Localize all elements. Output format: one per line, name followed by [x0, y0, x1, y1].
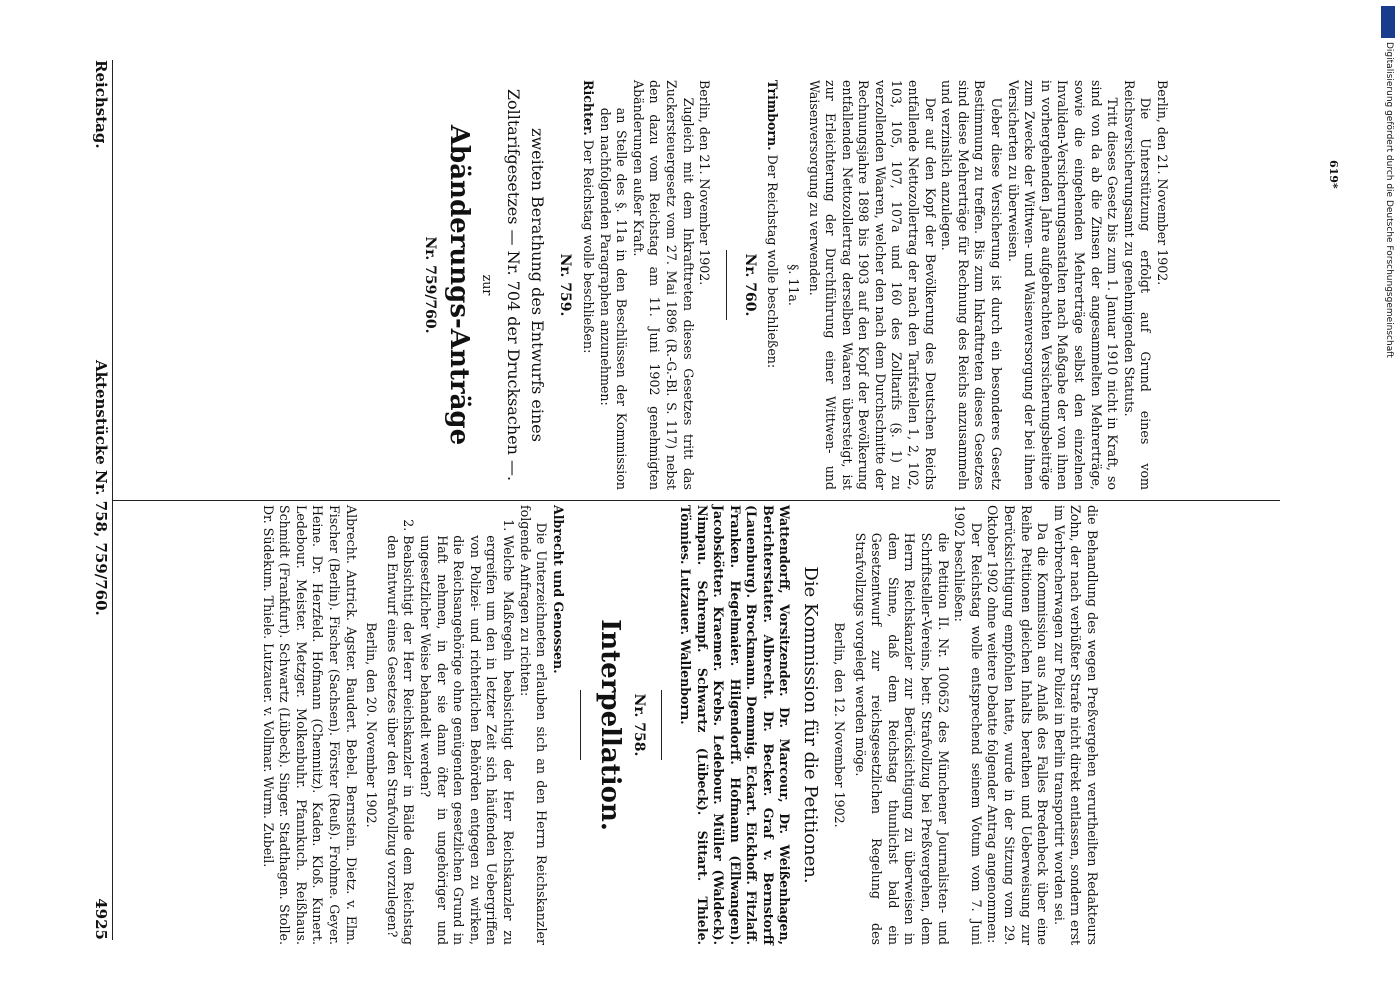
header-left: Reichstag.	[92, 60, 110, 149]
commission-members: Wattendorff, Vorsitzender. Dr. Marcour, Dr. Weißenhagen, Berichterstatter. Albrecht. Dr. Becker. Graf v. Bernstorff (Lauenburg). Brockmann. Demmig. Eckart. Eickhoff. Fitzlaff. Franken. Hegelmaier. Hilgendorff. Hofmann (Ellwangen). Jacobskötter. Kraemer. Krebs. Ledebour. Müller (Waldeck). Nimpau. Schrempf. Schwartz (Lübeck). Sittart. Thiele. Tönnies. Lutzauer. Wallenborn.	[677, 505, 793, 945]
left-column	[115, 505, 1100, 945]
date-760: Berlin, den 21. November 1902.	[1155, 80, 1170, 286]
trimborn-p2: Ueber diese Versicherung ist durch ein besonderes Gesetz Bestimmung zu treffen. Bis zum Inkrafttreten dieses Gesetzes sind diese Mehrerträge für Rechnung des Reichs anzusammeln und verzinslich anzulegen.	[939, 80, 1005, 490]
column-divider	[112, 500, 1280, 501]
interpellation-intro: Albrecht und Genossen.	[550, 505, 566, 674]
trimborn-p3: Tritt dieses Gesetz bis zum 1. Januar 1910 nicht in Kraft, so sind von da ab die Zinsen der angesammelten Mehrerträge, sowie die eingehenden Mehrerträge selbst den einzelnen Invaliden-Versicherungsanstalten nach Maßgabe der von ihnen in vorhergehenden Jahre aufgebrachten Versicherungsbeiträge zum Zwecke der Wittwen- und Waisenversorgung der bei ihnen Versicherten zu überweisen.	[1005, 80, 1121, 490]
richter-name: Richter.	[581, 80, 596, 136]
header-center: Aktenstücke Nr. 758, 759/760.	[92, 360, 110, 616]
left-p1: die Behandlung des wegen Preßvergehen verurtheilten Redakteurs Zohn, der nach verbüßter Strafe nicht direkt entlassen, sondern erst im Verbrecherwagen zur Polizei in Berlin transportirt worden sei.	[1051, 505, 1100, 946]
date-759: Berlin, den 21. November 1902.	[697, 80, 713, 286]
commission-heading: Die Kommission für die Petitionen.	[800, 566, 822, 884]
nr-758: Nr. 758.	[631, 693, 648, 757]
right-column	[110, 80, 1170, 490]
section-rule-2	[580, 690, 581, 760]
nr-759: Nr. 759.	[557, 253, 574, 317]
zur-label: zur	[479, 274, 495, 296]
dfg-logo-text: DFG	[1369, 17, 1379, 37]
interpellation-intro2: Die Unterzeichneten erlauben sich an den Herrn Reichskanzler folgende Anfragen zu richten:	[517, 505, 550, 945]
section-rule	[661, 690, 662, 760]
richter-text: Der Reichstag wolle beschließen:	[581, 139, 596, 354]
page-number: 4925	[92, 898, 110, 940]
main-heading: Abänderungs-Anträge	[444, 124, 475, 446]
running-header	[88, 60, 110, 940]
trimborn-p1: Der auf den Kopf der Bevölkerung des Deutschen Reichs entfallende Nettozollertrag der nach den Tarifstellen 1, 2, 102, 103, 105, 107, 107a und 160 des Zolltarifs (§. 1) zu verzollenden Waaren, welcher den nach dem Durchschnitte der Rechnungsjahre 1898 bis 1903 auf den Kopf der Bevölkerung entfallenden Nettozollertrag derselben Waaren übersteigt, ist zur Erleichterung der Durchführung einer Wittwen- und Waisenversorgung zu verwenden.	[806, 80, 938, 490]
trimborn-text: Der Reichstag wolle beschließen:	[765, 154, 781, 369]
richter-p1: an Stelle des §. 11a in den Beschlüssen der Kommission den nachfolgenden Paragraphen anzunehmen:	[597, 107, 630, 490]
trimborn-name: Trimborn.	[765, 80, 781, 151]
trimborn-p4: Die Unterstützung erfolgt auf Grund eines vom Reichsversicherungsamt zu genehmigenden Statuts.	[1121, 80, 1154, 490]
left-p4: die Petition II. Nr. 100652 des Münchener Journalisten- und Schriftsteller-Vereins, betr. Strafvollzug bei Preßvergehen, dem Herrn Reichskanzler zur Berücksichtigung zu überweisen in dem Sinne, daß dem Reichstag thunlichst bald ein Gesetzentwurf zur reichsgesetzlichen Regelung des Strafvollzugs vorgelegt werden möge.	[852, 532, 951, 945]
interpellation-heading: Interpellation.	[594, 619, 625, 831]
nr-760: Nr. 760.	[741, 253, 758, 317]
interpellation-date: Berlin, den 20. November 1902.	[364, 622, 380, 828]
richter-p2: Zugleich mit dem Inkrafttreten dieses Gesetzes tritt das Zuckersteuergesetz vom 27. Mai 1896 (R.-G.-Bl. S. 117) nebst den dazu vom Reichstag am 11. Juni 1902 genehmigten Abänderungen außer Kraft.	[630, 80, 696, 490]
left-p2: Da die Kommission aus Anlaß des Falles Bredenbeck über eine Reihe Petitionen gleichen Inhalts berathen und Ueberweisung zur Berücksichtigung empfohlen hatte, wurde in der Sitzung vom 29. Oktober 1902 ohne weitere Debatte folgender Antrag angenommen:	[985, 505, 1051, 945]
paragraph-label: §. 11a.	[785, 264, 801, 306]
digitization-note: Digitalisierung gefördert durch die Deutsche Forschungsgemeinschaft	[1384, 42, 1394, 358]
left-p3: Der Reichstag wolle entsprechend seinem Votum vom 7. Juni 1902 beschließen:	[952, 505, 984, 945]
signers: Albrecht. Antrick. Agster. Baudert. Bebel. Bernstein. Dietz. v. Elm. Fischer (Berlin). Fischer (Sachsen). Förster (Reuß). Frohme. Geyer. Heine. Dr. Herzfeld. Hofmann (Chemnitz). Kaden. Kloß. Kunert. Ledebour. Meister. Metzger. Molkenbuhr. Pfannkuch. Reißhaus. Schmidt (Frankfurt). Schwartz (Lübeck). Singer. Stadthagen. Stolle. Dr. Südekum. Thiele. Lutzauer. v. Vollmar. Wurm. Zubeil.	[260, 505, 359, 945]
drafts-subtitle: zweiten Berathung des Entwurfs eines Zolltarifgesetzes — Nr. 704 der Drucksachen —.	[503, 88, 547, 482]
question-2: 2. Beabsichtigt der Herr Reichskanzler in Bälde dem Reichstag den Entwurf eines Gesetzes über den Strafvollzug vorzulegen?	[383, 535, 416, 945]
question-1: 1. Welche Maßregeln beabsichtigt der Herr Reichskanzler zu ergreifen um den in letzter Zeit sich häufenden Uebergriffen von Polizei- und richterlichen Behörden entgegen zu wirken, die Reichsangehörige ohne genügenden gesetzlichen Grund in Haft nehmen, in der sie dann öfter in ungehöriger und ungesetzlicher Weise behandelt werden?	[416, 535, 516, 945]
nr-759-760: Nr. 759/760.	[422, 236, 439, 334]
left-date: Berlin, den 12. November 1902.	[832, 622, 848, 828]
section-rule-3	[726, 250, 727, 320]
dfg-logo	[1369, 6, 1395, 38]
footer-mark: 619*	[1327, 160, 1340, 189]
